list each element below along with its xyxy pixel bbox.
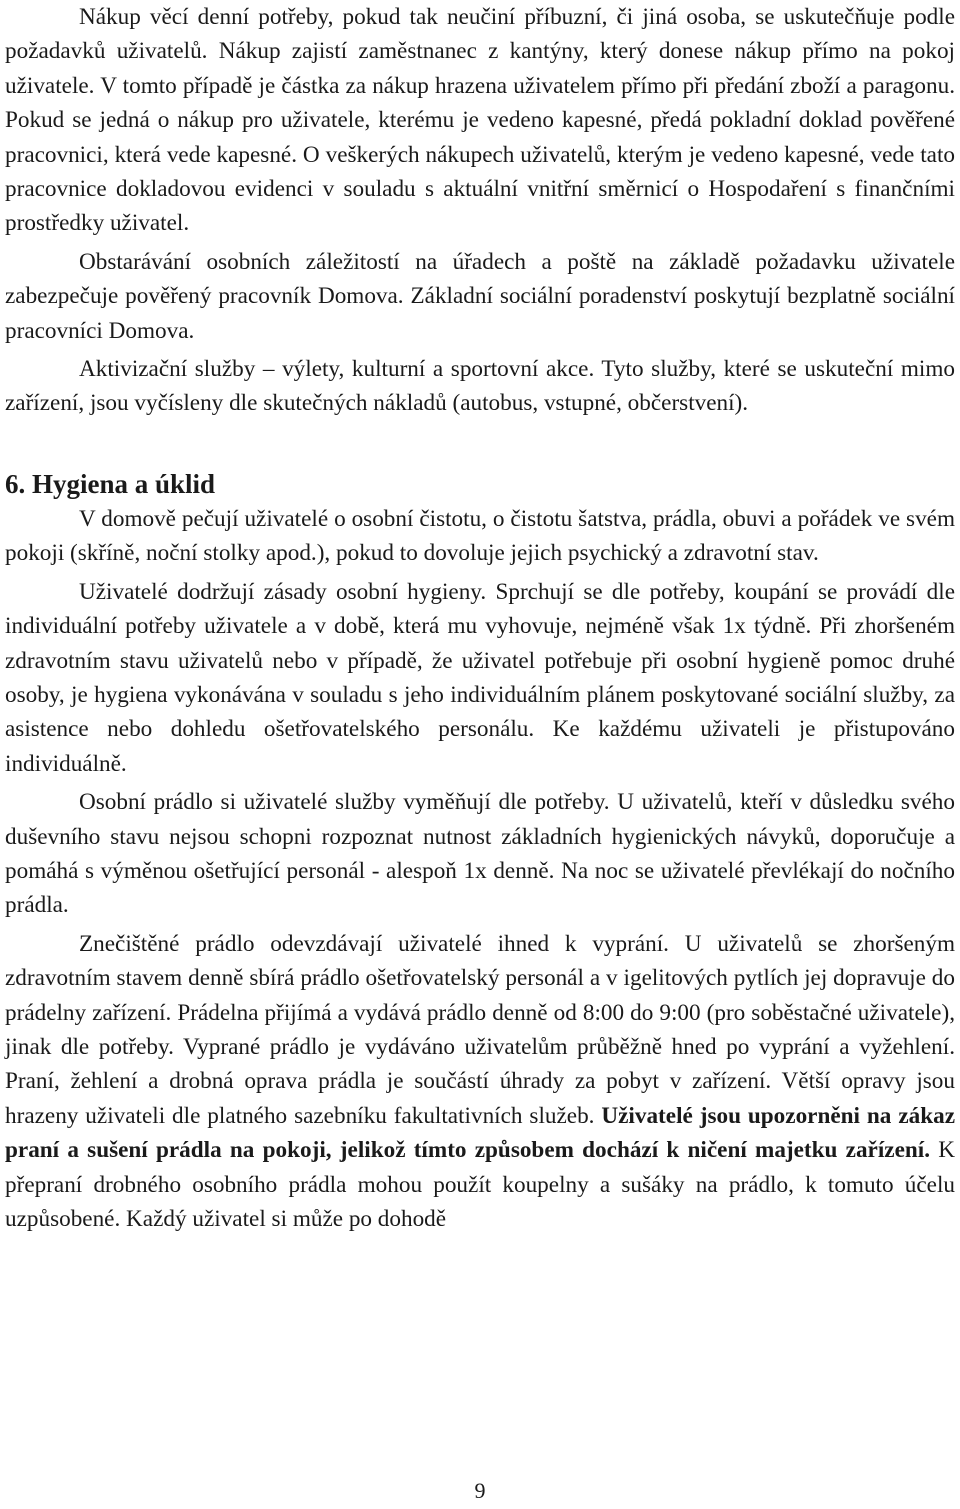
- laundry-text-start: Znečištěné prádlo odevzdávají uživatelé ihned k vyprání. U uživatelů se zhoršeným zdravotním stavem denně sbírá prádlo ošetřovatelský personál a v igelitových pytlích jej dopravuje do prádelny zařízení. Prádelna přijímá a vydává prádlo denně od 8:00 do 9:00 (pro soběstačné uživatele), jinak dle potřeby. Vyprané prádlo je vydáváno uživatelům průběžně hned po vyprání a vyžehlení. Praní, žehlení a drobná oprava prádla je součástí úhrady za pobyt v zařízení. Větší opravy jsou hrazeny uživateli dle platného sazebníku fakultativních služeb.: [5, 930, 955, 1129]
- laundry-text-end: K přepraní drobného osobního prádla mohou použít koupelny a sušáky na prádlo, k tomuto účelu uzpůsobené. Každý uživatel si může po dohodě: [5, 1137, 955, 1232]
- paragraph-personal-affairs: Obstarávání osobních záležitostí na úřadech a poště na základě požadavku uživatele zabezpečuje pověřený pracovník Domova. Základní sociální poradenství poskytují bezplatně sociální pracovníci Domova.: [5, 248, 955, 344]
- page-number: 9: [474, 1478, 486, 1503]
- paragraph-cleanliness: V domově pečují uživatelé o osobní čistotu, o čistotu šatstva, prádla, obuvi a pořádek ve svém pokoji (skříně, noční stolky apod.), pokud to dovoluje jejich psychický a zdravotní stav.: [5, 505, 955, 567]
- document-page: [5, 0, 955, 1236]
- section-heading: 6. Hygiena a úklid: [5, 468, 216, 499]
- paragraph-laundry: [5, 927, 955, 1237]
- paragraph-activities: Aktivizační služby – výlety, kulturní a sportovní akce. Tyto služby, které se uskuteční mimo zařízení, jsou vyčísleny dle skutečných nákladů (autobus, vstupné, občerstvení).: [5, 356, 955, 417]
- laundry-warning-bold: Uživatelé jsou upozorněni na zákaz praní a sušení prádla na pokoji, jelikož tímto způsobem dochází k ničení majetku zařízení.: [5, 1102, 955, 1164]
- paragraph-hygiene: Uživatelé dodržují zásady osobní hygieny. Sprchují se dle potřeby, koupání se provádí dle individuální potřeby uživatele a v době, která mu vyhovuje, nejméně však 1x týdně. Při zhoršeném zdravotním stavu uživatelů nebo v případě, že uživatel potřebuje při osobní hygieně pomoc druhé osoby, je hygiena vykonávána v souladu s jeho individuálním plánem poskytované sociální služby, za asistence nebo dohledu ošetřovatelského personálu. Ke každému uživateli je přistupováno individuálně.: [5, 578, 955, 777]
- paragraph-shopping: Nákup věcí denní potřeby, pokud tak neučiní příbuzní, či jiná osoba, se uskutečňuje podle požadavků uživatelů. Nákup zajistí zaměstnanec z kantýny, který donese nákup přímo na pokoj uživatele. V tomto případě je částka za nákup hrazena uživatelem přímo při předání zboží a paragonu. Pokud se jedná o nákup pro uživatele, kterému je vedeno kapesné, předá pokladní doklad pověřené pracovnici, která vede kapesné. O veškerých nákupech uživatelů, kterým je vedeno kapesné, vede tato pracovnice dokladovou evidenci v souladu s aktuální vnitřní směrnicí o Hospodaření s finančními prostředky uživatel.: [5, 4, 955, 237]
- paragraph-underwear: Osobní prádlo si uživatelé služby vyměňují dle potřeby. U uživatelů, kteří v důsledku svého duševního stavu nejsou schopni rozpoznat nutnost základních hygienických návyků, doporučuje a pomáhá s výměnou ošetřující personál - alespoň 1x denně. Na noc se uživatelé převlékají do nočního prádla.: [5, 789, 955, 919]
